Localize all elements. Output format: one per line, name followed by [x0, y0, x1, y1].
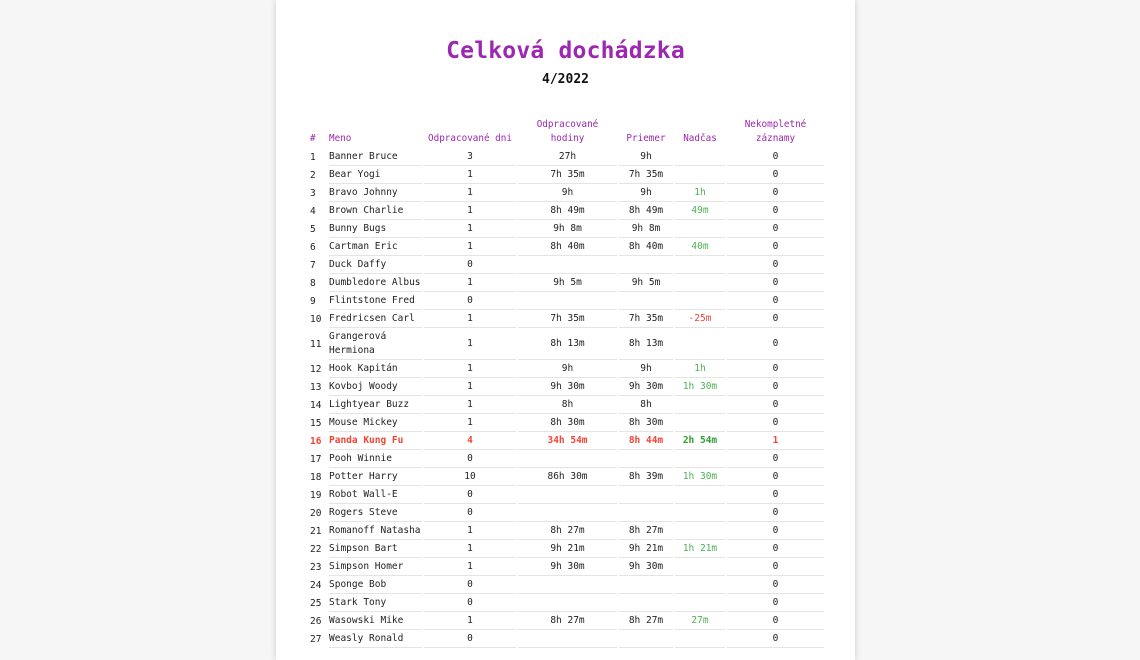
- table-row: [310, 486, 824, 504]
- row-index: 26: [310, 615, 322, 627]
- row-incomplete: 0: [727, 148, 824, 166]
- row-hours: 8h 30m: [518, 414, 617, 432]
- report-title: Celková dochádzka: [446, 38, 685, 64]
- row-index: 2: [310, 169, 316, 181]
- row-average: [619, 576, 673, 594]
- row-overtime: 27m: [675, 612, 725, 630]
- row-overtime: [675, 274, 725, 292]
- header-hours: [518, 118, 617, 148]
- table-row: [310, 558, 824, 576]
- row-days: 1: [424, 274, 516, 292]
- row-name: Stark Tony: [329, 594, 422, 612]
- row-average: 9h: [619, 148, 673, 166]
- row-hours: [518, 256, 617, 274]
- row-overtime: [675, 396, 725, 414]
- row-index: 12: [310, 363, 322, 375]
- row-average: [619, 594, 673, 612]
- row-incomplete: 0: [727, 310, 824, 328]
- row-hours: 9h 30m: [518, 558, 617, 576]
- row-average: 9h 8m: [619, 220, 673, 238]
- row-overtime: [675, 256, 725, 274]
- table-row: [310, 522, 824, 540]
- row-overtime: [675, 594, 725, 612]
- row-average: [619, 630, 673, 648]
- row-days: 1: [424, 396, 516, 414]
- row-incomplete: 0: [727, 504, 824, 522]
- row-days: 1: [424, 558, 516, 576]
- row-overtime: [675, 292, 725, 310]
- row-name: Hook Kapitán: [329, 360, 422, 378]
- row-index: 17: [310, 453, 322, 465]
- row-average: [619, 292, 673, 310]
- row-index: 1: [310, 151, 316, 163]
- row-hours: 27h: [518, 148, 617, 166]
- row-hours: 9h 8m: [518, 220, 617, 238]
- table-row: [310, 612, 824, 630]
- row-name: Flintstone Fred: [329, 292, 422, 310]
- header-average: Priemer: [626, 133, 666, 144]
- row-hours: 8h 13m: [518, 328, 617, 360]
- header-incomplete: [727, 118, 824, 148]
- table-row: [310, 292, 824, 310]
- row-hours: 8h 27m: [518, 522, 617, 540]
- row-average: 8h 27m: [619, 522, 673, 540]
- row-index: 15: [310, 417, 322, 429]
- row-days: 1: [424, 184, 516, 202]
- row-name: Banner Bruce: [329, 148, 422, 166]
- row-average: 8h 39m: [619, 468, 673, 486]
- row-days: 1: [424, 166, 516, 184]
- row-hours: [518, 292, 617, 310]
- row-overtime: 1h 30m: [675, 468, 725, 486]
- row-name: Lightyear Buzz: [329, 396, 422, 414]
- table-row: [310, 504, 824, 522]
- row-incomplete: 0: [727, 486, 824, 504]
- row-days: 1: [424, 202, 516, 220]
- row-overtime: 49m: [675, 202, 725, 220]
- table-header-row: [310, 118, 824, 148]
- row-incomplete: 0: [727, 594, 824, 612]
- row-overtime: [675, 328, 725, 360]
- row-incomplete: 1: [727, 432, 824, 450]
- row-name: Simpson Homer: [329, 558, 422, 576]
- row-incomplete: 0: [727, 220, 824, 238]
- row-hours: [518, 576, 617, 594]
- table-row: [310, 414, 824, 432]
- row-overtime: [675, 148, 725, 166]
- row-days: 1: [424, 414, 516, 432]
- row-days: 4: [424, 432, 516, 450]
- row-name: Grangerová Hermiona: [329, 328, 422, 360]
- row-hours: 34h 54m: [518, 432, 617, 450]
- row-overtime: 1h 21m: [675, 540, 725, 558]
- table-row: [310, 540, 824, 558]
- row-days: 10: [424, 468, 516, 486]
- row-incomplete: 0: [727, 612, 824, 630]
- row-overtime: [675, 414, 725, 432]
- row-average: 8h 30m: [619, 414, 673, 432]
- row-overtime: [675, 522, 725, 540]
- row-days: 1: [424, 540, 516, 558]
- row-index: 6: [310, 241, 316, 253]
- row-overtime: [675, 220, 725, 238]
- row-days: 0: [424, 486, 516, 504]
- header-overtime: Nadčas: [683, 133, 717, 144]
- row-incomplete: 0: [727, 328, 824, 360]
- row-hours: 9h: [518, 184, 617, 202]
- table-row: [310, 378, 824, 396]
- row-incomplete: 0: [727, 166, 824, 184]
- row-hours: [518, 594, 617, 612]
- row-hours: 9h: [518, 360, 617, 378]
- row-average: 8h 40m: [619, 238, 673, 256]
- row-index: 19: [310, 489, 322, 501]
- row-name: Pooh Winnie: [329, 450, 422, 468]
- row-average: 9h: [619, 360, 673, 378]
- table-row: [310, 220, 824, 238]
- row-index: 4: [310, 205, 316, 217]
- row-incomplete: 0: [727, 450, 824, 468]
- row-overtime: [675, 630, 725, 648]
- header-incomplete-line2: záznamy: [755, 133, 796, 144]
- row-days: 1: [424, 220, 516, 238]
- row-name: Cartman Eric: [329, 238, 422, 256]
- row-average: [619, 450, 673, 468]
- row-days: 1: [424, 238, 516, 256]
- row-overtime: [675, 450, 725, 468]
- row-hours: 7h 35m: [518, 166, 617, 184]
- row-hours: 9h 21m: [518, 540, 617, 558]
- table-row: [310, 576, 824, 594]
- row-name: Panda Kung Fu: [329, 432, 422, 450]
- row-incomplete: 0: [727, 396, 824, 414]
- table-row: [310, 594, 824, 612]
- table-row: [310, 468, 824, 486]
- row-index: 22: [310, 543, 322, 555]
- row-days: 1: [424, 328, 516, 360]
- row-index: 13: [310, 381, 322, 393]
- row-overtime: [675, 486, 725, 504]
- row-overtime: [675, 558, 725, 576]
- row-index: 23: [310, 561, 322, 573]
- row-average: 8h 13m: [619, 328, 673, 360]
- row-name: Romanoff Natasha: [329, 522, 422, 540]
- row-hours: 8h 49m: [518, 202, 617, 220]
- row-incomplete: 0: [727, 522, 824, 540]
- row-days: 1: [424, 360, 516, 378]
- row-days: 0: [424, 292, 516, 310]
- row-index: 5: [310, 223, 316, 235]
- row-hours: 9h 30m: [518, 378, 617, 396]
- row-index: 25: [310, 597, 322, 609]
- row-average: 9h 21m: [619, 540, 673, 558]
- header-hours-line2: hodiny: [550, 133, 585, 144]
- row-average: 9h: [619, 184, 673, 202]
- row-index: 10: [310, 313, 322, 325]
- header-incomplete-line1: Nekompletné: [744, 119, 807, 130]
- row-overtime: [675, 504, 725, 522]
- row-name: Dumbledore Albus: [329, 274, 422, 292]
- header-hours-line1: Odpracované: [536, 119, 599, 130]
- row-average: 9h 5m: [619, 274, 673, 292]
- row-overtime: 1h: [675, 184, 725, 202]
- row-incomplete: 0: [727, 274, 824, 292]
- row-average: [619, 256, 673, 274]
- row-name: Fredricsen Carl: [329, 310, 422, 328]
- row-days: 1: [424, 612, 516, 630]
- row-overtime: [675, 166, 725, 184]
- table-row: [310, 630, 824, 648]
- row-name: Duck Daffy: [329, 256, 422, 274]
- row-index: 21: [310, 525, 322, 537]
- table-row: [310, 450, 824, 468]
- row-index: 24: [310, 579, 322, 591]
- row-overtime: 40m: [675, 238, 725, 256]
- report-page: [276, 0, 855, 660]
- table-row: [310, 432, 824, 450]
- row-incomplete: 0: [727, 558, 824, 576]
- row-incomplete: 0: [727, 202, 824, 220]
- row-average: [619, 486, 673, 504]
- row-days: 0: [424, 594, 516, 612]
- table-row: [310, 148, 824, 166]
- header-days: Odpracované dni: [428, 133, 512, 144]
- row-hours: 9h 5m: [518, 274, 617, 292]
- row-overtime: 1h 30m: [675, 378, 725, 396]
- row-index: 3: [310, 187, 316, 199]
- row-hours: 8h: [518, 396, 617, 414]
- row-name: Sponge Bob: [329, 576, 422, 594]
- row-average: [619, 504, 673, 522]
- row-days: 1: [424, 310, 516, 328]
- row-incomplete: 0: [727, 292, 824, 310]
- row-days: 1: [424, 378, 516, 396]
- row-name: Simpson Bart: [329, 540, 422, 558]
- row-overtime: [675, 576, 725, 594]
- table-row: [310, 310, 824, 328]
- row-hours: 7h 35m: [518, 310, 617, 328]
- row-index: 8: [310, 277, 316, 289]
- row-average: 8h 49m: [619, 202, 673, 220]
- row-name: Bravo Johnny: [329, 184, 422, 202]
- row-average: 9h 30m: [619, 558, 673, 576]
- row-name: Rogers Steve: [329, 504, 422, 522]
- row-hours: [518, 504, 617, 522]
- row-name: Mouse Mickey: [329, 414, 422, 432]
- row-incomplete: 0: [727, 256, 824, 274]
- row-name: Bear Yogi: [329, 166, 422, 184]
- row-overtime: -25m: [675, 310, 725, 328]
- row-name: Wasowski Mike: [329, 612, 422, 630]
- row-average: 9h 30m: [619, 378, 673, 396]
- row-overtime: 2h 54m: [675, 432, 725, 450]
- row-incomplete: 0: [727, 468, 824, 486]
- row-name: Kovboj Woody: [329, 378, 422, 396]
- row-incomplete: 0: [727, 540, 824, 558]
- header-index: #: [310, 133, 316, 144]
- table-row: [310, 166, 824, 184]
- row-index: 20: [310, 507, 322, 519]
- table-row: [310, 360, 824, 378]
- row-hours: 8h 27m: [518, 612, 617, 630]
- row-index: 16: [310, 435, 322, 447]
- row-days: 0: [424, 450, 516, 468]
- row-name: Weasly Ronald: [329, 630, 422, 648]
- row-index: 14: [310, 399, 322, 411]
- report-period: 4/2022: [542, 72, 589, 87]
- row-average: 8h 27m: [619, 612, 673, 630]
- row-incomplete: 0: [727, 576, 824, 594]
- row-average: 8h 44m: [619, 432, 673, 450]
- row-name: Robot Wall-E: [329, 486, 422, 504]
- attendance-table: [308, 118, 826, 648]
- table-row: [310, 274, 824, 292]
- row-days: 0: [424, 630, 516, 648]
- row-name: Potter Harry: [329, 468, 422, 486]
- row-incomplete: 0: [727, 238, 824, 256]
- row-days: 0: [424, 256, 516, 274]
- row-average: 7h 35m: [619, 310, 673, 328]
- row-days: 3: [424, 148, 516, 166]
- row-index: 18: [310, 471, 322, 483]
- row-hours: [518, 630, 617, 648]
- row-average: 7h 35m: [619, 166, 673, 184]
- table-row: [310, 184, 824, 202]
- table-body: [310, 148, 824, 648]
- row-index: 11: [310, 338, 322, 350]
- row-name: Brown Charlie: [329, 202, 422, 220]
- row-incomplete: 0: [727, 630, 824, 648]
- table-row: [310, 256, 824, 274]
- row-overtime: 1h: [675, 360, 725, 378]
- row-days: 0: [424, 504, 516, 522]
- row-index: 27: [310, 633, 322, 645]
- row-days: 0: [424, 576, 516, 594]
- row-index: 7: [310, 259, 316, 271]
- row-hours: [518, 486, 617, 504]
- row-incomplete: 0: [727, 184, 824, 202]
- row-hours: 86h 30m: [518, 468, 617, 486]
- row-average: 8h: [619, 396, 673, 414]
- table-row: [310, 202, 824, 220]
- table-row: [310, 238, 824, 256]
- row-incomplete: 0: [727, 414, 824, 432]
- table-row: [310, 328, 824, 360]
- row-incomplete: 0: [727, 360, 824, 378]
- row-index: 9: [310, 295, 316, 307]
- table-row: [310, 396, 824, 414]
- header-name: Meno: [329, 133, 352, 144]
- row-days: 1: [424, 522, 516, 540]
- row-incomplete: 0: [727, 378, 824, 396]
- row-hours: [518, 450, 617, 468]
- row-hours: 8h 40m: [518, 238, 617, 256]
- row-name: Bunny Bugs: [329, 220, 422, 238]
